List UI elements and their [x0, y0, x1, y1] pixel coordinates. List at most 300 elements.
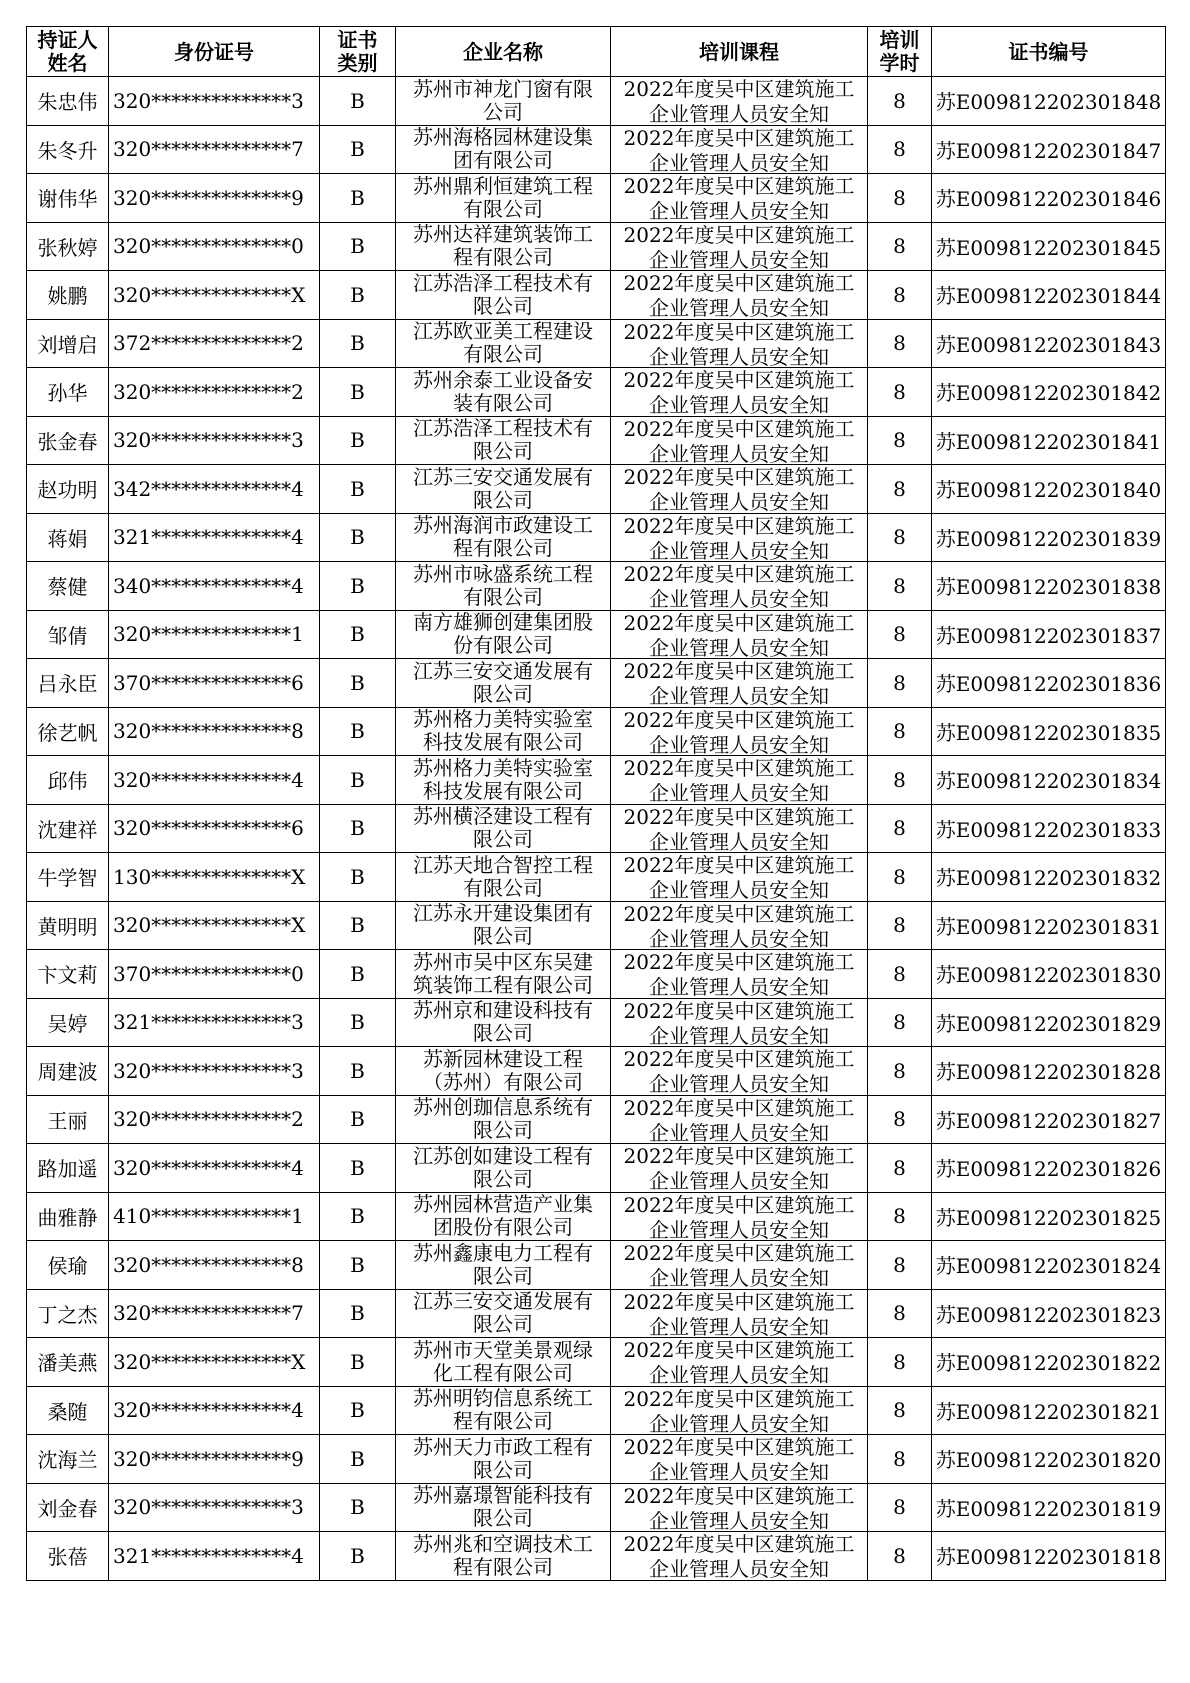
hours-cell: 8	[868, 1483, 932, 1532]
cert-type-cell: B	[320, 319, 396, 368]
header-company: 企业名称	[396, 27, 611, 77]
course-cell	[611, 416, 868, 465]
holder-name-cell: 徐艺帆	[27, 707, 109, 756]
course-name: 2022年度吴中区建筑施工企业管理人员安全知	[623, 610, 855, 658]
company-cell	[396, 610, 611, 659]
id-number-cell: 320**************2	[109, 368, 320, 417]
company-cell	[396, 1241, 611, 1290]
course-name: 2022年度吴中区建筑施工企业管理人员安全知	[623, 1435, 855, 1483]
cert-type-cell: B	[320, 1241, 396, 1290]
course-cell	[611, 77, 868, 126]
table-header	[27, 27, 1166, 77]
cert-number-cell: 苏E009812202301818	[932, 1532, 1166, 1581]
course-name: 2022年度吴中区建筑施工企业管理人员安全知	[623, 756, 855, 804]
course-name: 2022年度吴中区建筑施工企业管理人员安全知	[623, 77, 855, 125]
hours-cell: 8	[868, 1095, 932, 1144]
course-cell	[611, 562, 868, 611]
hours-cell: 8	[868, 1047, 932, 1096]
holder-name-cell: 邹倩	[27, 610, 109, 659]
company-cell	[396, 416, 611, 465]
table-row	[27, 610, 1166, 659]
course-cell	[611, 1192, 868, 1241]
holder-name-cell: 刘金春	[27, 1483, 109, 1532]
holder-name-cell: 曲雅静	[27, 1192, 109, 1241]
course-name: 2022年度吴中区建筑施工企业管理人员安全知	[623, 1386, 855, 1434]
course-cell	[611, 513, 868, 562]
company-cell	[396, 1532, 611, 1581]
header-course: 培训课程	[611, 27, 868, 77]
header-hours: 培训学时	[868, 27, 932, 77]
id-number-cell: 320**************6	[109, 804, 320, 853]
id-number-cell: 320**************7	[109, 125, 320, 174]
certificate-table	[26, 26, 1166, 1581]
course-cell	[611, 950, 868, 999]
cert-type-cell: B	[320, 562, 396, 611]
company-name: 苏州鼎利恒建筑工程有限公司	[413, 174, 593, 221]
hours-cell: 8	[868, 901, 932, 950]
course-cell	[611, 998, 868, 1047]
header-row	[27, 27, 1166, 77]
course-cell	[611, 756, 868, 805]
course-cell	[611, 1338, 868, 1387]
course-cell	[611, 1483, 868, 1532]
company-name: 苏州鑫康电力工程有限公司	[413, 1241, 593, 1288]
course-name: 2022年度吴中区建筑施工企业管理人员安全知	[623, 465, 855, 513]
company-cell	[396, 174, 611, 223]
company-name: 江苏永开建设集团有限公司	[413, 902, 593, 949]
company-name: 苏州海润市政建设工程有限公司	[413, 514, 593, 561]
header-cert-number: 证书编号	[932, 27, 1166, 77]
company-name: 江苏天地合智控工程有限公司	[413, 853, 593, 900]
cert-type-cell: B	[320, 222, 396, 271]
holder-name-cell: 王丽	[27, 1095, 109, 1144]
cert-type-cell: B	[320, 1435, 396, 1484]
cert-type-cell: B	[320, 1095, 396, 1144]
company-name: 南方雄狮创建集团股份有限公司	[413, 611, 593, 658]
table-row	[27, 1435, 1166, 1484]
company-cell	[396, 1095, 611, 1144]
cert-number-cell: 苏E009812202301837	[932, 610, 1166, 659]
holder-name-cell: 张蓓	[27, 1532, 109, 1581]
company-cell	[396, 901, 611, 950]
course-name: 2022年度吴中区建筑施工企业管理人员安全知	[623, 659, 855, 707]
cert-type-cell: B	[320, 465, 396, 514]
id-number-cell: 340**************4	[109, 562, 320, 611]
cert-type-cell: B	[320, 1289, 396, 1338]
course-name: 2022年度吴中区建筑施工企业管理人员安全知	[623, 1095, 855, 1143]
id-number-cell: 321**************3	[109, 998, 320, 1047]
course-cell	[611, 1241, 868, 1290]
course-cell	[611, 804, 868, 853]
cert-type-cell: B	[320, 610, 396, 659]
company-cell	[396, 950, 611, 999]
holder-name-cell: 侯瑜	[27, 1241, 109, 1290]
company-name: 苏州市吴中区东吴建筑装饰工程有限公司	[413, 950, 593, 997]
holder-name-cell: 赵功明	[27, 465, 109, 514]
table-row	[27, 804, 1166, 853]
id-number-cell: 320**************3	[109, 1047, 320, 1096]
course-name: 2022年度吴中区建筑施工企业管理人员安全知	[623, 1532, 855, 1580]
holder-name-cell: 孙华	[27, 368, 109, 417]
company-cell	[396, 659, 611, 708]
cert-type-cell: B	[320, 853, 396, 902]
hours-cell: 8	[868, 465, 932, 514]
course-cell	[611, 901, 868, 950]
id-number-cell: 321**************4	[109, 513, 320, 562]
cert-number-cell: 苏E009812202301831	[932, 901, 1166, 950]
course-name: 2022年度吴中区建筑施工企业管理人员安全知	[623, 1338, 855, 1386]
holder-name-cell: 牛学智	[27, 853, 109, 902]
cert-number-cell: 苏E009812202301822	[932, 1338, 1166, 1387]
cert-number-cell: 苏E009812202301845	[932, 222, 1166, 271]
cert-number-cell: 苏E009812202301820	[932, 1435, 1166, 1484]
company-cell	[396, 1144, 611, 1193]
course-name: 2022年度吴中区建筑施工企业管理人员安全知	[623, 1241, 855, 1289]
cert-type-cell: B	[320, 1192, 396, 1241]
company-cell	[396, 125, 611, 174]
cert-number-cell: 苏E009812202301835	[932, 707, 1166, 756]
course-name: 2022年度吴中区建筑施工企业管理人员安全知	[623, 174, 855, 222]
course-cell	[611, 125, 868, 174]
cert-type-cell: B	[320, 271, 396, 320]
hours-cell: 8	[868, 1144, 932, 1193]
company-cell	[396, 562, 611, 611]
id-number-cell: 130**************X	[109, 853, 320, 902]
course-name: 2022年度吴中区建筑施工企业管理人员安全知	[623, 853, 855, 901]
cert-number-cell: 苏E009812202301826	[932, 1144, 1166, 1193]
cert-number-cell: 苏E009812202301830	[932, 950, 1166, 999]
company-name: 江苏三安交通发展有限公司	[413, 1290, 593, 1337]
table-row	[27, 1289, 1166, 1338]
course-cell	[611, 465, 868, 514]
hours-cell: 8	[868, 756, 932, 805]
cert-type-cell: B	[320, 998, 396, 1047]
holder-name-cell: 刘增启	[27, 319, 109, 368]
hours-cell: 8	[868, 659, 932, 708]
company-cell	[396, 756, 611, 805]
hours-cell: 8	[868, 1386, 932, 1435]
company-cell	[396, 1483, 611, 1532]
cert-number-cell: 苏E009812202301824	[932, 1241, 1166, 1290]
table-row	[27, 1192, 1166, 1241]
table-row	[27, 77, 1166, 126]
hours-cell: 8	[868, 416, 932, 465]
header-holder-name: 持证人姓名	[27, 27, 109, 77]
table-row	[27, 513, 1166, 562]
course-name: 2022年度吴中区建筑施工企业管理人员安全知	[623, 998, 855, 1046]
hours-cell: 8	[868, 368, 932, 417]
table-row	[27, 853, 1166, 902]
company-cell	[396, 319, 611, 368]
hours-cell: 8	[868, 319, 932, 368]
id-number-cell: 370**************0	[109, 950, 320, 999]
company-name: 苏州京和建设科技有限公司	[413, 999, 593, 1046]
cert-number-cell: 苏E009812202301848	[932, 77, 1166, 126]
cert-type-cell: B	[320, 950, 396, 999]
company-name: 苏州嘉璟智能科技有限公司	[413, 1484, 593, 1531]
course-name: 2022年度吴中区建筑施工企业管理人员安全知	[623, 1289, 855, 1337]
hours-cell: 8	[868, 1192, 932, 1241]
cert-number-cell: 苏E009812202301840	[932, 465, 1166, 514]
hours-cell: 8	[868, 610, 932, 659]
course-cell	[611, 1047, 868, 1096]
holder-name-cell: 丁之杰	[27, 1289, 109, 1338]
company-name: 苏州达祥建筑装饰工程有限公司	[413, 223, 593, 270]
hours-cell: 8	[868, 513, 932, 562]
holder-name-cell: 朱冬升	[27, 125, 109, 174]
cert-type-cell: B	[320, 659, 396, 708]
holder-name-cell: 谢伟华	[27, 174, 109, 223]
holder-name-cell: 张秋婷	[27, 222, 109, 271]
company-name: 苏州格力美特实验室科技发展有限公司	[413, 708, 593, 755]
id-number-cell: 320**************X	[109, 901, 320, 950]
company-name: 苏州海格园林建设集团有限公司	[413, 126, 593, 173]
holder-name-cell: 沈海兰	[27, 1435, 109, 1484]
company-name: 苏州市天堂美景观绿化工程有限公司	[413, 1338, 593, 1385]
holder-name-cell: 张金春	[27, 416, 109, 465]
course-cell	[611, 1435, 868, 1484]
cert-number-cell: 苏E009812202301842	[932, 368, 1166, 417]
cert-type-cell: B	[320, 901, 396, 950]
hours-cell: 8	[868, 271, 932, 320]
table-row	[27, 950, 1166, 999]
cert-number-cell: 苏E009812202301829	[932, 998, 1166, 1047]
company-name: 江苏创如建设工程有限公司	[413, 1144, 593, 1191]
cert-type-cell: B	[320, 1386, 396, 1435]
table-row	[27, 319, 1166, 368]
course-cell	[611, 1144, 868, 1193]
cert-number-cell: 苏E009812202301819	[932, 1483, 1166, 1532]
cert-type-cell: B	[320, 125, 396, 174]
company-cell	[396, 77, 611, 126]
company-name: 苏州明钧信息系统工程有限公司	[413, 1387, 593, 1434]
cert-type-cell: B	[320, 416, 396, 465]
cert-number-cell: 苏E009812202301827	[932, 1095, 1166, 1144]
id-number-cell: 320**************X	[109, 1338, 320, 1387]
table-row	[27, 1095, 1166, 1144]
course-cell	[611, 853, 868, 902]
company-cell	[396, 998, 611, 1047]
holder-name-cell: 路加遥	[27, 1144, 109, 1193]
holder-name-cell: 朱忠伟	[27, 77, 109, 126]
company-cell	[396, 1435, 611, 1484]
company-cell	[396, 1047, 611, 1096]
table-row	[27, 1483, 1166, 1532]
course-name: 2022年度吴中区建筑施工企业管理人员安全知	[623, 513, 855, 561]
course-name: 2022年度吴中区建筑施工企业管理人员安全知	[623, 1047, 855, 1095]
table-row	[27, 1241, 1166, 1290]
header-cert-type: 证书类别	[320, 27, 396, 77]
company-name: 苏州市咏盛系统工程有限公司	[413, 562, 593, 609]
table-row	[27, 707, 1166, 756]
holder-name-cell: 吴婷	[27, 998, 109, 1047]
cert-number-cell: 苏E009812202301839	[932, 513, 1166, 562]
cert-number-cell: 苏E009812202301833	[932, 804, 1166, 853]
company-name: 苏州兆和空调技术工程有限公司	[413, 1532, 593, 1579]
hours-cell: 8	[868, 804, 932, 853]
company-cell	[396, 222, 611, 271]
holder-name-cell: 吕永臣	[27, 659, 109, 708]
holder-name-cell: 沈建祥	[27, 804, 109, 853]
course-name: 2022年度吴中区建筑施工企业管理人员安全知	[623, 950, 855, 998]
holder-name-cell: 桑随	[27, 1386, 109, 1435]
cert-number-cell: 苏E009812202301828	[932, 1047, 1166, 1096]
cert-type-cell: B	[320, 1483, 396, 1532]
table-body	[27, 77, 1166, 1581]
course-cell	[611, 707, 868, 756]
id-number-cell: 320**************8	[109, 707, 320, 756]
cert-type-cell: B	[320, 1047, 396, 1096]
id-number-cell: 320**************X	[109, 271, 320, 320]
cert-type-cell: B	[320, 1144, 396, 1193]
table-row	[27, 174, 1166, 223]
course-cell	[611, 1289, 868, 1338]
id-number-cell: 321**************4	[109, 1532, 320, 1581]
cert-number-cell: 苏E009812202301838	[932, 562, 1166, 611]
cert-type-cell: B	[320, 77, 396, 126]
course-name: 2022年度吴中区建筑施工企业管理人员安全知	[623, 319, 855, 367]
company-cell	[396, 513, 611, 562]
cert-number-cell: 苏E009812202301823	[932, 1289, 1166, 1338]
cert-type-cell: B	[320, 707, 396, 756]
company-name: 江苏三安交通发展有限公司	[413, 465, 593, 512]
hours-cell: 8	[868, 1241, 932, 1290]
course-cell	[611, 610, 868, 659]
company-cell	[396, 1289, 611, 1338]
course-cell	[611, 368, 868, 417]
course-name: 2022年度吴中区建筑施工企业管理人员安全知	[623, 1192, 855, 1240]
cert-type-cell: B	[320, 513, 396, 562]
hours-cell: 8	[868, 77, 932, 126]
hours-cell: 8	[868, 174, 932, 223]
company-cell	[396, 1192, 611, 1241]
table-row	[27, 222, 1166, 271]
course-name: 2022年度吴中区建筑施工企业管理人员安全知	[623, 416, 855, 464]
company-name: 苏州园林营造产业集团股份有限公司	[413, 1193, 593, 1240]
company-name: 江苏浩泽工程技术有限公司	[413, 271, 593, 318]
company-cell	[396, 804, 611, 853]
holder-name-cell: 卞文莉	[27, 950, 109, 999]
course-name: 2022年度吴中区建筑施工企业管理人员安全知	[623, 368, 855, 416]
header-id-number: 身份证号	[109, 27, 320, 77]
holder-name-cell: 潘美燕	[27, 1338, 109, 1387]
course-cell	[611, 1095, 868, 1144]
table-row	[27, 1386, 1166, 1435]
hours-cell: 8	[868, 853, 932, 902]
table-row	[27, 271, 1166, 320]
holder-name-cell: 邱伟	[27, 756, 109, 805]
id-number-cell: 342**************4	[109, 465, 320, 514]
cert-number-cell: 苏E009812202301841	[932, 416, 1166, 465]
cert-type-cell: B	[320, 756, 396, 805]
course-name: 2022年度吴中区建筑施工企业管理人员安全知	[623, 125, 855, 173]
company-name: 苏州余泰工业设备安装有限公司	[413, 368, 593, 415]
table-row	[27, 659, 1166, 708]
hours-cell: 8	[868, 1289, 932, 1338]
cert-type-cell: B	[320, 368, 396, 417]
table-row	[27, 1144, 1166, 1193]
id-number-cell: 320**************3	[109, 416, 320, 465]
company-name: 江苏浩泽工程技术有限公司	[413, 417, 593, 464]
course-cell	[611, 319, 868, 368]
cert-number-cell: 苏E009812202301834	[932, 756, 1166, 805]
company-name: 苏州格力美特实验室科技发展有限公司	[413, 756, 593, 803]
company-cell	[396, 465, 611, 514]
company-cell	[396, 1338, 611, 1387]
table-row	[27, 416, 1166, 465]
hours-cell: 8	[868, 1338, 932, 1387]
company-name: 苏州市神龙门窗有限公司	[413, 77, 593, 124]
course-cell	[611, 174, 868, 223]
table-row	[27, 901, 1166, 950]
cert-number-cell: 苏E009812202301836	[932, 659, 1166, 708]
company-name: 江苏欧亚美工程建设有限公司	[413, 320, 593, 367]
id-number-cell: 320**************3	[109, 77, 320, 126]
id-number-cell: 320**************4	[109, 1386, 320, 1435]
course-cell	[611, 222, 868, 271]
course-name: 2022年度吴中区建筑施工企业管理人员安全知	[623, 271, 855, 319]
cert-number-cell: 苏E009812202301844	[932, 271, 1166, 320]
company-cell	[396, 707, 611, 756]
id-number-cell: 320**************4	[109, 1144, 320, 1193]
hours-cell: 8	[868, 125, 932, 174]
cert-number-cell: 苏E009812202301832	[932, 853, 1166, 902]
holder-name-cell: 蔡健	[27, 562, 109, 611]
table-row	[27, 756, 1166, 805]
id-number-cell: 320**************7	[109, 1289, 320, 1338]
id-number-cell: 320**************8	[109, 1241, 320, 1290]
cert-number-cell: 苏E009812202301843	[932, 319, 1166, 368]
hours-cell: 8	[868, 998, 932, 1047]
cert-number-cell: 苏E009812202301825	[932, 1192, 1166, 1241]
company-cell	[396, 368, 611, 417]
course-cell	[611, 1386, 868, 1435]
table-row	[27, 465, 1166, 514]
id-number-cell: 372**************2	[109, 319, 320, 368]
company-name: 苏新园林建设工程（苏州）有限公司	[423, 1047, 583, 1094]
company-name: 苏州横泾建设工程有限公司	[413, 805, 593, 852]
company-cell	[396, 271, 611, 320]
company-cell	[396, 853, 611, 902]
cert-number-cell: 苏E009812202301847	[932, 125, 1166, 174]
company-cell	[396, 1386, 611, 1435]
hours-cell: 8	[868, 1435, 932, 1484]
table-row	[27, 1047, 1166, 1096]
holder-name-cell: 蒋娟	[27, 513, 109, 562]
table-row	[27, 1532, 1166, 1581]
hours-cell: 8	[868, 562, 932, 611]
hours-cell: 8	[868, 222, 932, 271]
table-row	[27, 368, 1166, 417]
course-cell	[611, 659, 868, 708]
course-cell	[611, 271, 868, 320]
hours-cell: 8	[868, 1532, 932, 1581]
id-number-cell: 320**************9	[109, 174, 320, 223]
table-row	[27, 1338, 1166, 1387]
holder-name-cell: 姚鹏	[27, 271, 109, 320]
cert-type-cell: B	[320, 804, 396, 853]
table-row	[27, 562, 1166, 611]
cert-type-cell: B	[320, 1338, 396, 1387]
course-name: 2022年度吴中区建筑施工企业管理人员安全知	[623, 562, 855, 610]
hours-cell: 8	[868, 707, 932, 756]
cert-type-cell: B	[320, 174, 396, 223]
course-name: 2022年度吴中区建筑施工企业管理人员安全知	[623, 1144, 855, 1192]
table-row	[27, 998, 1166, 1047]
id-number-cell: 410**************1	[109, 1192, 320, 1241]
company-name: 苏州天力市政工程有限公司	[413, 1435, 593, 1482]
table-row	[27, 125, 1166, 174]
